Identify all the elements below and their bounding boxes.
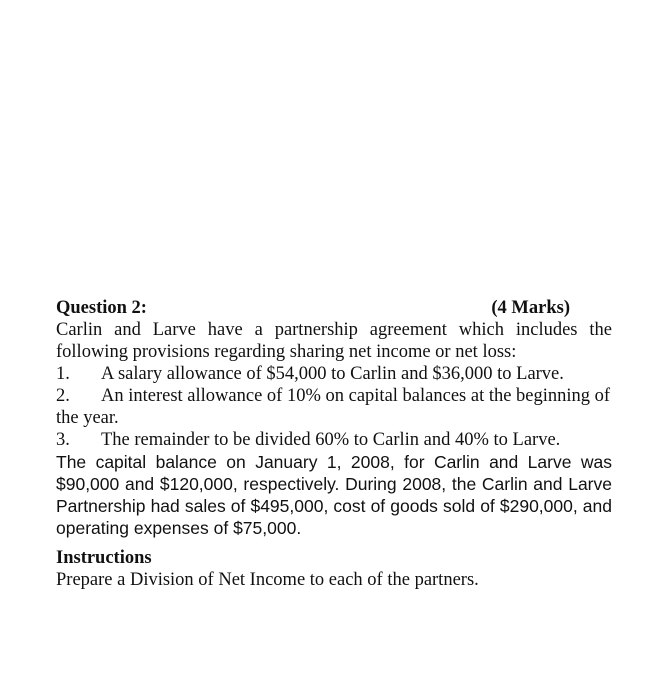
provision-item — [56, 363, 612, 385]
provision-item — [56, 385, 612, 429]
provision-text: The remainder to be divided 60% to Carlin and 40% to Larve. — [101, 430, 561, 450]
question-header — [56, 297, 612, 319]
question-details: The capital balance on January 1, 2008, for Carlin and Larve was $90,000 and $120,000, respectively. During 2008, the Carlin and Larve Partnership had sales of $495,000, cost of goods sold of $290,000, and operating expenses of $75,000. — [56, 452, 612, 538]
question-title: Question 2: — [56, 298, 147, 318]
provision-item — [56, 429, 612, 451]
instructions-heading: Instructions — [56, 548, 152, 568]
instructions-text: Prepare a Division of Net Income to each of the partners. — [56, 570, 479, 590]
question-marks: (4 Marks) — [491, 298, 570, 318]
provision-text: A salary allowance of $54,000 to Carlin and $36,000 to Larve. — [101, 364, 564, 384]
question-document — [56, 297, 612, 591]
provision-number: 2. — [56, 386, 70, 406]
provision-number: 1. — [56, 364, 70, 384]
question-intro: Carlin and Larve have a partnership agreement which includes the following provisions regarding sharing net income or net loss: — [56, 320, 612, 362]
provision-number: 3. — [56, 430, 70, 450]
provision-text: An interest allowance of 10% on capital balances at the beginning of the year. — [56, 386, 611, 428]
